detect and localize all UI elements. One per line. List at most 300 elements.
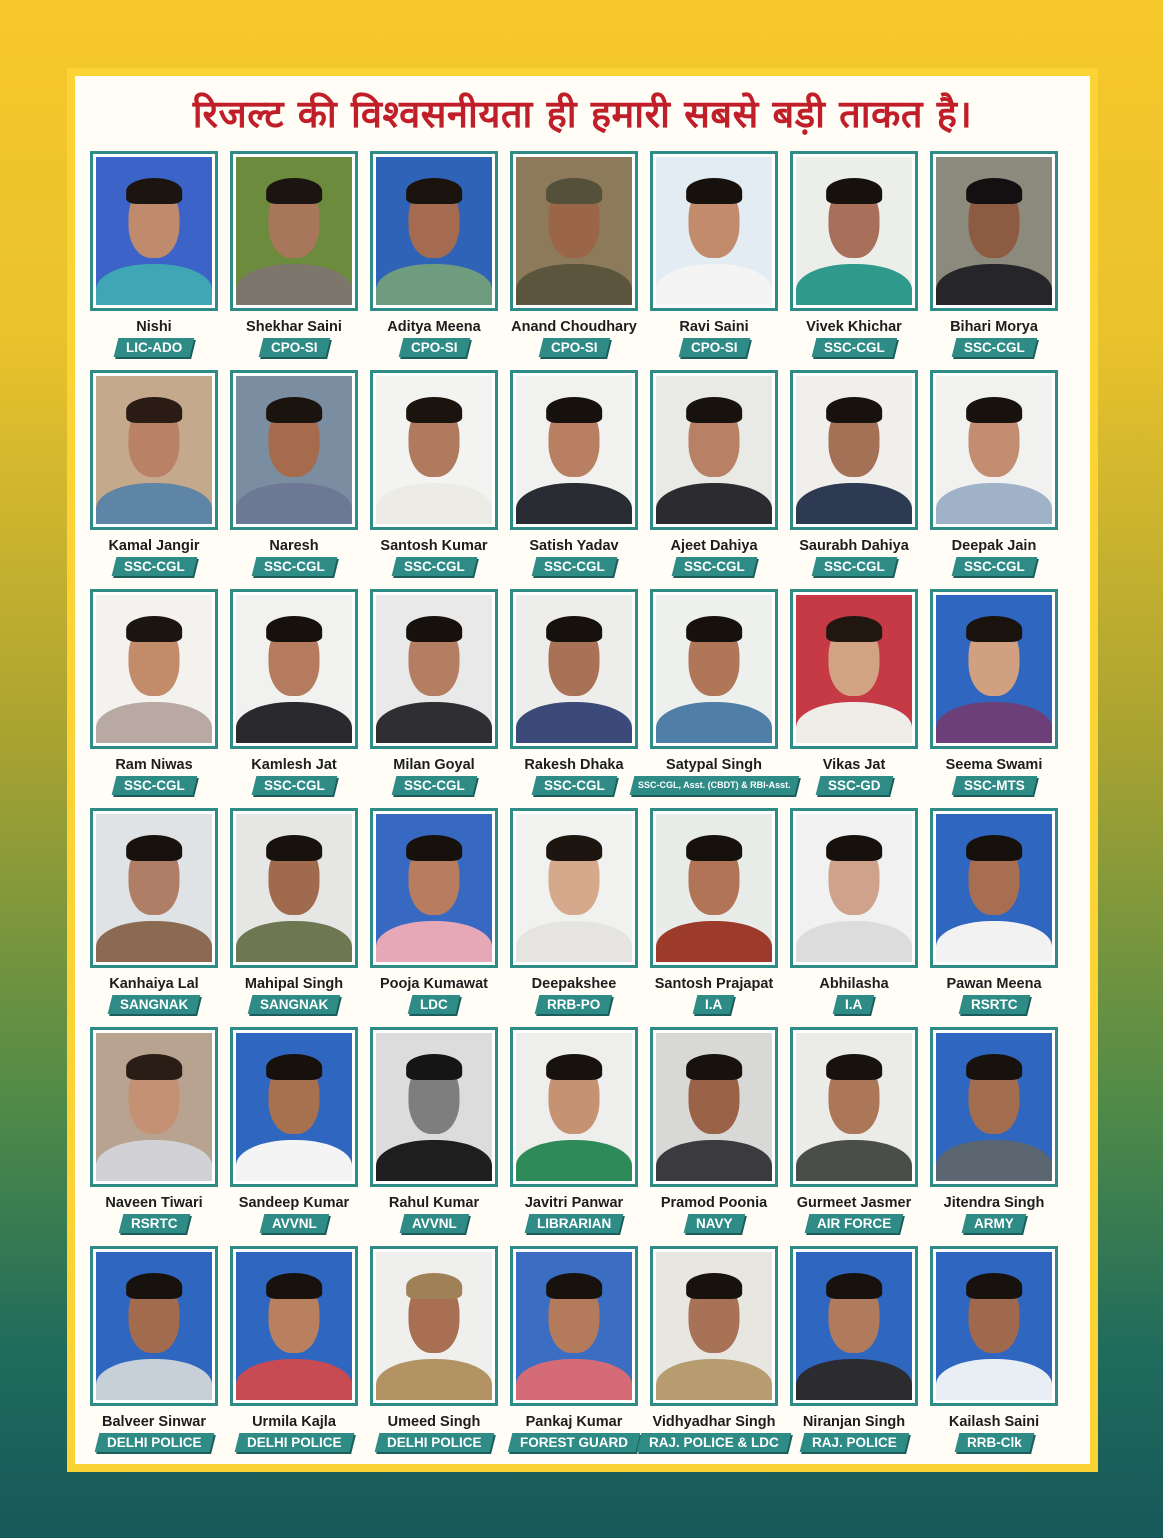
candidate-name: Naresh xyxy=(269,538,319,554)
candidate-card xyxy=(230,370,358,581)
exam-badge xyxy=(799,1433,909,1452)
candidate-photo xyxy=(516,157,632,305)
candidate-name: Santosh Kumar xyxy=(380,538,488,554)
candidate-name: Jitendra Singh xyxy=(943,1195,1045,1211)
exam-badge-label: AIR FORCE xyxy=(816,1216,892,1231)
photo-shoulders xyxy=(656,264,772,305)
photo-hair xyxy=(266,1054,322,1081)
candidate-card xyxy=(650,370,778,581)
exam-badge xyxy=(525,1214,624,1233)
candidate-name: Satypal Singh xyxy=(666,757,762,773)
candidate-card xyxy=(790,589,918,800)
exam-badge-label: AVVNL xyxy=(271,1216,317,1231)
candidate-name: Ram Niwas xyxy=(115,757,193,773)
candidate-card xyxy=(230,1027,358,1238)
candidate-photo-frame xyxy=(370,151,498,311)
candidate-name: Balveer Sinwar xyxy=(102,1414,206,1430)
exam-badge xyxy=(693,995,735,1014)
photo-shoulders xyxy=(236,483,352,524)
candidate-card xyxy=(370,1027,498,1238)
candidate-card xyxy=(930,589,1058,800)
candidate-photo-frame xyxy=(930,589,1058,749)
candidate-photo xyxy=(936,814,1052,962)
photo-hair xyxy=(266,616,322,643)
candidate-photo xyxy=(656,1033,772,1181)
exam-badge xyxy=(251,557,336,576)
candidate-card xyxy=(930,151,1058,362)
exam-badge-label: CPO-SI xyxy=(410,340,458,355)
candidate-photo-frame xyxy=(90,808,218,968)
candidate-photo-frame xyxy=(370,1246,498,1406)
photo-shoulders xyxy=(656,921,772,962)
photo-hair xyxy=(686,178,742,205)
candidate-name: Pankaj Kumar xyxy=(525,1414,623,1430)
exam-badge-label: LIBRARIAN xyxy=(536,1216,612,1231)
photo-shoulders xyxy=(376,264,492,305)
exam-badge xyxy=(811,338,896,357)
candidate-name: Shekhar Saini xyxy=(246,319,342,335)
exam-badge-label: SSC-CGL xyxy=(823,340,885,355)
photo-shoulders xyxy=(236,921,352,962)
photo-shoulders xyxy=(236,1140,352,1181)
candidate-photo-frame xyxy=(790,151,918,311)
photo-shoulders xyxy=(236,264,352,305)
candidate-card xyxy=(510,589,638,800)
candidate-photo-frame xyxy=(90,589,218,749)
exam-badge xyxy=(951,557,1036,576)
photo-shoulders xyxy=(936,921,1052,962)
exam-badge xyxy=(954,1433,1034,1452)
candidate-name: Pooja Kumawat xyxy=(380,976,488,992)
photo-hair xyxy=(266,835,322,862)
photo-hair xyxy=(966,1273,1022,1300)
exam-badge xyxy=(391,557,476,576)
candidate-photo-frame xyxy=(790,1246,918,1406)
candidate-photo xyxy=(236,1033,352,1181)
candidate-photo xyxy=(376,595,492,743)
candidate-card xyxy=(370,808,498,1019)
photo-hair xyxy=(966,616,1022,643)
photo-shoulders xyxy=(376,1140,492,1181)
candidate-photo-frame xyxy=(510,1246,638,1406)
exam-badge xyxy=(258,338,329,357)
candidate-photo xyxy=(656,157,772,305)
candidate-name: Milan Goyal xyxy=(393,757,475,773)
candidate-photo xyxy=(936,595,1052,743)
candidate-card xyxy=(370,589,498,800)
candidate-name: Deepak Jain xyxy=(951,538,1037,554)
candidate-photo-frame xyxy=(230,808,358,968)
exam-badge xyxy=(107,995,200,1014)
photo-shoulders xyxy=(96,483,212,524)
photo-hair xyxy=(826,397,882,424)
candidate-card xyxy=(650,1027,778,1238)
candidate-photo-frame xyxy=(230,1246,358,1406)
candidate-name: Saurabh Dahiya xyxy=(799,538,909,554)
photo-hair xyxy=(546,178,602,205)
candidate-name: Abhilasha xyxy=(819,976,889,992)
candidate-name: Satish Yadav xyxy=(529,538,619,554)
photo-hair xyxy=(686,1054,742,1081)
candidate-photo-frame xyxy=(230,589,358,749)
candidate-photo xyxy=(796,157,912,305)
exam-badge xyxy=(111,776,196,795)
candidate-photo-frame xyxy=(510,589,638,749)
exam-badge xyxy=(833,995,875,1014)
candidate-name: Nishi xyxy=(136,319,172,335)
exam-badge xyxy=(251,776,336,795)
candidate-name: Sandeep Kumar xyxy=(238,1195,350,1211)
candidate-photo xyxy=(376,814,492,962)
photo-hair xyxy=(546,835,602,862)
candidate-photo xyxy=(796,814,912,962)
exam-badge-label: DELHI POLICE xyxy=(246,1435,342,1450)
candidate-photo xyxy=(236,1252,352,1400)
photo-hair xyxy=(966,178,1022,205)
candidate-card xyxy=(510,808,638,1019)
candidate-card xyxy=(637,589,791,800)
candidate-photo-frame xyxy=(650,1246,778,1406)
candidate-photo-frame xyxy=(90,1246,218,1406)
candidate-photo-frame xyxy=(790,370,918,530)
headline: रिजल्ट की विश्वसनीयता ही हमारी सबसे बड़ी ताकत है। xyxy=(192,92,973,136)
candidate-card xyxy=(930,1246,1058,1457)
candidates-grid xyxy=(90,151,1058,1457)
candidate-photo xyxy=(656,376,772,524)
exam-badge-label: DELHI POLICE xyxy=(106,1435,202,1450)
photo-hair xyxy=(686,397,742,424)
exam-badge xyxy=(805,1214,904,1233)
candidate-photo xyxy=(936,157,1052,305)
exam-badge-label: LIC-ADO xyxy=(125,340,183,355)
candidate-name: Deepakshee xyxy=(531,976,617,992)
exam-badge xyxy=(118,1214,189,1233)
candidate-photo xyxy=(656,1252,772,1400)
photo-hair xyxy=(406,1054,462,1081)
exam-badge xyxy=(951,776,1036,795)
candidate-card xyxy=(90,589,218,800)
candidate-photo-frame xyxy=(650,1027,778,1187)
candidate-card xyxy=(230,151,358,362)
exam-badge xyxy=(671,557,756,576)
candidate-name: Santosh Prajapat xyxy=(654,976,774,992)
candidate-card xyxy=(510,1027,638,1238)
photo-hair xyxy=(406,835,462,862)
candidate-photo-frame xyxy=(930,151,1058,311)
photo-hair xyxy=(826,1273,882,1300)
candidate-card xyxy=(790,808,918,1019)
exam-badge xyxy=(629,776,798,795)
candidate-name: Pawan Meena xyxy=(946,976,1042,992)
candidate-photo xyxy=(236,376,352,524)
candidate-name: Vikas Jat xyxy=(822,757,886,773)
candidate-card xyxy=(230,1246,358,1457)
candidate-card xyxy=(790,151,918,362)
photo-hair xyxy=(966,1054,1022,1081)
exam-badge-label: NAVY xyxy=(695,1216,733,1231)
exam-badge xyxy=(951,338,1036,357)
candidate-photo xyxy=(516,1033,632,1181)
candidate-photo-frame xyxy=(370,370,498,530)
candidate-card xyxy=(790,1027,918,1238)
candidate-card xyxy=(510,1246,638,1457)
exam-badge-label: DELHI POLICE xyxy=(386,1435,482,1450)
candidate-card xyxy=(930,370,1058,581)
candidate-photo-frame xyxy=(790,1027,918,1187)
photo-hair xyxy=(546,1273,602,1300)
candidate-name: Gurmeet Jasmer xyxy=(796,1195,912,1211)
photo-shoulders xyxy=(796,1140,912,1181)
candidate-name: Kailash Saini xyxy=(948,1414,1040,1430)
photo-shoulders xyxy=(96,264,212,305)
candidate-photo xyxy=(96,595,212,743)
exam-badge xyxy=(391,776,476,795)
photo-hair xyxy=(966,397,1022,424)
candidate-photo-frame xyxy=(930,370,1058,530)
candidate-name: Vidhyadhar Singh xyxy=(652,1414,776,1430)
exam-badge-label: SANGNAK xyxy=(259,997,329,1012)
candidate-photo xyxy=(96,1252,212,1400)
photo-hair xyxy=(966,835,1022,862)
candidate-name: Naveen Tiwari xyxy=(105,1195,203,1211)
photo-hair xyxy=(266,397,322,424)
photo-shoulders xyxy=(656,1140,772,1181)
candidate-photo-frame xyxy=(650,808,778,968)
candidate-photo-frame xyxy=(790,808,918,968)
exam-badge xyxy=(531,557,616,576)
candidate-photo-frame xyxy=(510,808,638,968)
exam-badge-label: CPO-SI xyxy=(270,340,318,355)
candidate-photo xyxy=(96,814,212,962)
candidate-name: Pramod Poonia xyxy=(660,1195,768,1211)
exam-badge-label: SSC-MTS xyxy=(963,778,1025,793)
candidate-card xyxy=(650,1246,778,1457)
exam-badge-label: RRB-Clk xyxy=(966,1435,1022,1450)
candidate-name: Mahipal Singh xyxy=(244,976,344,992)
exam-badge-label: SSC-CGL xyxy=(123,778,185,793)
exam-badge-label: SSC-GD xyxy=(827,778,881,793)
photo-hair xyxy=(126,1054,182,1081)
exam-badge-label: FOREST GUARD xyxy=(520,1435,628,1450)
exam-badge xyxy=(815,776,892,795)
candidate-photo xyxy=(236,814,352,962)
photo-shoulders xyxy=(936,702,1052,743)
photo-shoulders xyxy=(936,1359,1052,1400)
exam-badge-label: SANGNAK xyxy=(119,997,189,1012)
candidate-photo-frame xyxy=(90,1027,218,1187)
photo-hair xyxy=(266,178,322,205)
candidate-photo xyxy=(936,376,1052,524)
candidate-card xyxy=(90,370,218,581)
exam-badge-label: RRB-PO xyxy=(547,997,601,1012)
photo-shoulders xyxy=(96,1359,212,1400)
candidate-card xyxy=(90,1246,218,1457)
exam-badge-label: RAJ. POLICE xyxy=(811,1435,897,1450)
photo-shoulders xyxy=(376,1359,492,1400)
candidate-photo xyxy=(376,1033,492,1181)
candidate-photo xyxy=(796,1252,912,1400)
photo-shoulders xyxy=(376,921,492,962)
photo-hair xyxy=(686,1273,742,1300)
exam-badge xyxy=(811,557,896,576)
candidate-card xyxy=(510,151,638,362)
candidate-photo-frame xyxy=(230,370,358,530)
exam-badge xyxy=(408,995,460,1014)
candidate-card xyxy=(790,370,918,581)
photo-shoulders xyxy=(376,702,492,743)
exam-badge-label: AVVNL xyxy=(411,1216,457,1231)
candidate-card xyxy=(930,808,1058,1019)
candidate-card xyxy=(230,808,358,1019)
photo-shoulders xyxy=(796,1359,912,1400)
exam-badge-label: SSC-CGL xyxy=(963,559,1025,574)
exam-badge-label: SSC-CGL xyxy=(543,559,605,574)
candidate-photo-frame xyxy=(930,1246,1058,1406)
exam-badge xyxy=(683,1214,744,1233)
photo-shoulders xyxy=(796,921,912,962)
photo-shoulders xyxy=(516,483,632,524)
candidate-photo-frame xyxy=(510,1027,638,1187)
candidate-card xyxy=(90,1027,218,1238)
exam-badge xyxy=(508,1433,641,1452)
candidate-card xyxy=(510,370,638,581)
exam-badge-label: SSC-CGL xyxy=(823,559,885,574)
photo-shoulders xyxy=(516,921,632,962)
photo-shoulders xyxy=(656,483,772,524)
exam-badge-label: SSC-CGL xyxy=(263,778,325,793)
candidate-photo xyxy=(796,595,912,743)
exam-badge xyxy=(538,338,609,357)
candidate-photo xyxy=(376,376,492,524)
candidate-name: Rakesh Dhaka xyxy=(524,757,624,773)
exam-badge xyxy=(962,1214,1026,1233)
photo-hair xyxy=(546,397,602,424)
exam-badge xyxy=(398,338,469,357)
exam-badge xyxy=(247,995,340,1014)
candidate-card xyxy=(370,151,498,362)
exam-badge-label: RSRTC xyxy=(970,997,1018,1012)
candidate-card xyxy=(90,151,218,362)
photo-hair xyxy=(406,178,462,205)
photo-hair xyxy=(126,1273,182,1300)
photo-hair xyxy=(406,397,462,424)
candidate-name: Kamal Jangir xyxy=(108,538,200,554)
exam-badge xyxy=(637,1433,792,1452)
exam-badge xyxy=(958,995,1029,1014)
candidate-name: Rahul Kumar xyxy=(388,1195,480,1211)
candidate-photo xyxy=(516,595,632,743)
candidate-name: Javitri Panwar xyxy=(524,1195,624,1211)
candidate-name: Ravi Saini xyxy=(679,319,749,335)
candidate-card xyxy=(370,1246,498,1457)
candidate-photo-frame xyxy=(790,589,918,749)
candidate-name: Vivek Khichar xyxy=(806,319,902,335)
candidate-photo-frame xyxy=(650,151,778,311)
candidate-name: Seema Swami xyxy=(945,757,1043,773)
photo-shoulders xyxy=(936,483,1052,524)
candidate-card xyxy=(790,1246,918,1457)
exam-badge-label: RAJ. POLICE & LDC xyxy=(649,1435,779,1450)
candidate-photo-frame xyxy=(370,1027,498,1187)
photo-hair xyxy=(546,1054,602,1081)
candidate-photo xyxy=(516,1252,632,1400)
candidate-name: Ajeet Dahiya xyxy=(670,538,758,554)
photo-shoulders xyxy=(236,702,352,743)
candidate-photo-frame xyxy=(510,151,638,311)
photo-shoulders xyxy=(516,1359,632,1400)
candidate-photo-frame xyxy=(370,808,498,968)
exam-badge xyxy=(535,995,613,1014)
exam-badge xyxy=(399,1214,469,1233)
candidate-name: Umeed Singh xyxy=(387,1414,481,1430)
photo-hair xyxy=(546,616,602,643)
photo-hair xyxy=(126,835,182,862)
candidate-card xyxy=(650,808,778,1019)
candidate-photo-frame xyxy=(650,589,778,749)
photo-shoulders xyxy=(796,483,912,524)
photo-hair xyxy=(266,1273,322,1300)
candidate-photo xyxy=(936,1252,1052,1400)
exam-badge xyxy=(111,557,196,576)
candidate-photo xyxy=(236,157,352,305)
candidate-photo-frame xyxy=(930,1027,1058,1187)
photo-hair xyxy=(126,178,182,205)
photo-hair xyxy=(686,616,742,643)
candidate-name: Bihari Morya xyxy=(950,319,1038,335)
photo-hair xyxy=(126,397,182,424)
candidate-photo xyxy=(936,1033,1052,1181)
photo-shoulders xyxy=(516,264,632,305)
photo-hair xyxy=(126,616,182,643)
candidate-name: Kanhaiya Lal xyxy=(109,976,199,992)
exam-badge-label: SSC-CGL, Asst. (CBDT) & RBI-Asst. xyxy=(637,780,791,790)
photo-shoulders xyxy=(656,702,772,743)
photo-shoulders xyxy=(936,1140,1052,1181)
candidate-photo-frame xyxy=(370,589,498,749)
candidate-photo-frame xyxy=(650,370,778,530)
photo-hair xyxy=(826,178,882,205)
photo-hair xyxy=(406,616,462,643)
candidate-photo xyxy=(656,814,772,962)
exam-badge-label: CPO-SI xyxy=(690,340,738,355)
photo-shoulders xyxy=(376,483,492,524)
candidate-card xyxy=(930,1027,1058,1238)
candidate-name: Kamlesh Jat xyxy=(251,757,337,773)
exam-badge xyxy=(259,1214,329,1233)
candidate-card xyxy=(650,151,778,362)
candidate-photo xyxy=(656,595,772,743)
candidate-name: Niranjan Singh xyxy=(802,1414,906,1430)
exam-badge-label: I.A xyxy=(705,997,723,1012)
exam-badge-label: RSRTC xyxy=(130,1216,178,1231)
results-panel xyxy=(67,68,1098,1472)
exam-badge xyxy=(234,1433,353,1452)
photo-hair xyxy=(406,1273,462,1300)
candidate-photo xyxy=(96,376,212,524)
photo-shoulders xyxy=(236,1359,352,1400)
candidate-card xyxy=(370,370,498,581)
candidate-photo xyxy=(236,595,352,743)
exam-badge-label: SSC-CGL xyxy=(963,340,1025,355)
candidate-name: Anand Choudhary xyxy=(511,319,637,335)
candidate-photo-frame xyxy=(510,370,638,530)
photo-shoulders xyxy=(796,702,912,743)
photo-shoulders xyxy=(516,1140,632,1181)
exam-badge-label: LDC xyxy=(420,997,448,1012)
exam-badge xyxy=(94,1433,213,1452)
exam-badge-label: I.A xyxy=(845,997,863,1012)
exam-badge-label: SSC-CGL xyxy=(403,778,465,793)
